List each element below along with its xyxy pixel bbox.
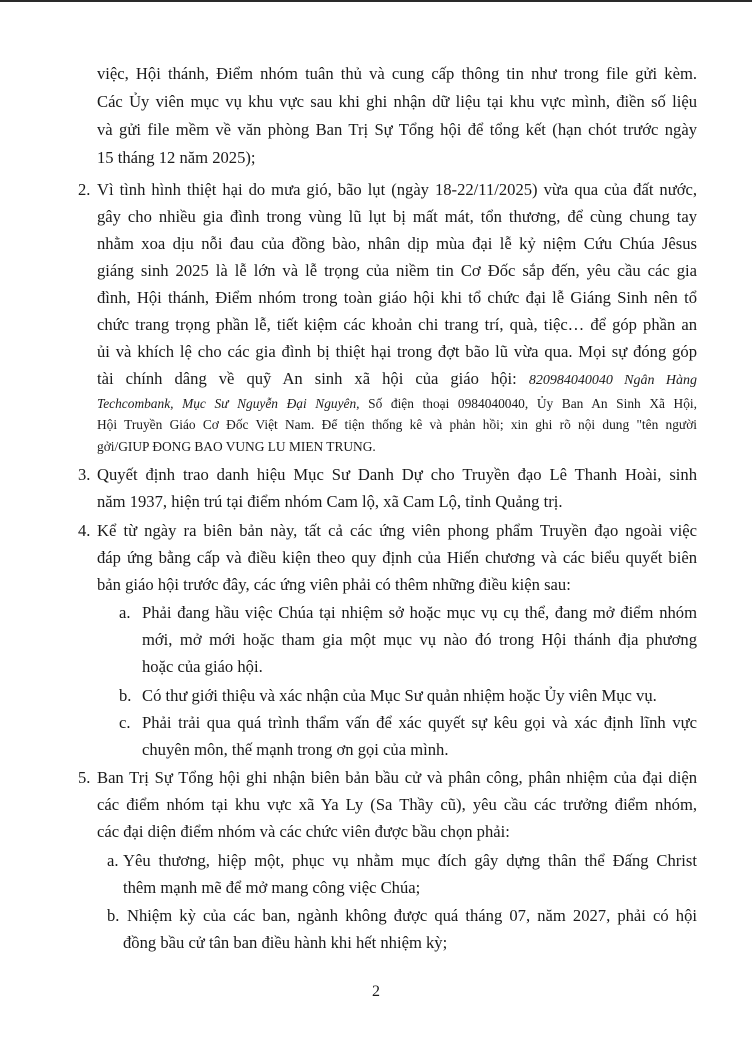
list-marker: 5.	[78, 768, 91, 787]
text-line: Yêu thương, hiệp một, phục vụ nhằm mục đích gây dựng thân thể Đấng Christ	[123, 851, 697, 870]
phone-committee: Số điện thoại 0984040040, Ủy Ban An Sinh Xã Hội,	[368, 396, 697, 411]
text-line: đồng bầu cử tân ban điều hành khi hết nhiệm kỳ;	[123, 933, 448, 952]
text-line: giáng sinh 2025 là lễ lớn và lễ trọng của niềm tin Cơ Đốc sắp đến, yêu cầu các gia	[97, 261, 697, 280]
text-line: Phải đang hầu việc Chúa tại nhiệm sở hoặc mục vụ cụ thể, đang mở điểm nhóm	[142, 603, 697, 622]
bank-line	[97, 395, 697, 413]
fund-line	[97, 369, 697, 389]
text-line: thêm mạnh mẽ để mở mang công việc Chúa;	[123, 878, 421, 897]
text-line: hoặc của giáo hội.	[142, 657, 263, 676]
subitem-marker: b.	[107, 906, 120, 925]
subitem-marker: c.	[119, 713, 131, 732]
text-line: các đại diện điểm nhóm và các chức viên được bầu chọn phải:	[97, 822, 510, 841]
page-number: 2	[372, 983, 380, 1000]
bank-account-number: 820984040040 Ngân Hàng	[528, 373, 697, 388]
text-line: nhằm xoa dịu nỗi đau của đồng bào, nhân dịp mùa đại lễ kỷ niệm Cứu Chúa Jêsus	[97, 234, 697, 253]
text-line: ủi và khích lệ cho các gia đình bị thiệt hại trong đợt bão lũ vừa qua. Mọi sự đóng góp	[97, 342, 697, 361]
text-line: Hội Truyền Giáo Cơ Đốc Việt Nam. Để tiện thống kê và phản hồi; xin ghi rõ nội dung "tên người	[97, 417, 697, 432]
text-line: gây cho nhiều gia đình trong vùng lũ lụt bị mất mát, tổn thương, để cùng chung tay	[97, 207, 697, 226]
text-line: đình, Hội thánh, Điểm nhóm trong toàn giáo hội khi tổ chức đại lễ Giáng Sinh nên tổ	[97, 288, 697, 307]
text-line: các điểm nhóm tại khu vực xã Ya Ly (Sa Thầy cũ), yêu cầu các trưởng điểm nhóm,	[97, 795, 697, 814]
text-line: Nhiệm kỳ của các ban, ngành không được quá tháng 07, năm 2027, phải có hội	[127, 906, 697, 925]
bank-account-holder: Techcombank, Mục Sư Nguyễn Đại Nguyên,	[97, 396, 360, 411]
list-marker: 4.	[78, 521, 91, 540]
text-line: gởi/GIUP ĐONG BAO VUNG LU MIEN TRUNG.	[97, 439, 376, 454]
text-line: chuyên môn, thế mạnh trong ơn gọi của mình.	[142, 740, 449, 759]
top-border	[0, 0, 752, 2]
text-line: Có thư giới thiệu và xác nhận của Mục Sư quản nhiệm hoặc Ủy viên Mục vụ.	[142, 686, 657, 705]
text-line: năm 1937, hiện trú tại điểm nhóm Cam lộ, xã Cam Lộ, tỉnh Quảng trị.	[97, 492, 563, 511]
subitem-marker: a.	[107, 851, 119, 870]
subitem-marker: b.	[119, 686, 132, 705]
list-marker: 3.	[78, 465, 91, 484]
text-line: Quyết định trao danh hiệu Mục Sư Danh Dự cho Truyền đạo Lê Thanh Hoài, sinh	[97, 465, 697, 484]
text-line: đáp ứng bằng cấp và điều kiện theo quy định của Hiến chương và các biểu quyết biên	[97, 548, 697, 567]
text-line: Kể từ ngày ra biên bản này, tất cả các ứng viên phong phẩm Truyền đạo ngoài việc	[97, 521, 697, 540]
text-line: mới, mở mới hoặc tham gia một mục vụ nào đó trong Hội thánh địa phương	[142, 630, 697, 649]
text-line: Vì tình hình thiệt hại do mưa gió, bão lụt (ngày 18-22/11/2025) vừa qua của đất nước,	[97, 180, 697, 199]
text-line: và gửi file mềm về văn phòng Ban Trị Sự Tổng hội để tổng kết (hạn chót trước ngày	[97, 120, 697, 139]
text-line: chức trang trọng phần lễ, tiết kiệm các khoản chi trang trí, quà, tiệc… để góp phần an	[97, 315, 697, 334]
fund-line-text: tài chính dâng về quỹ An sinh xã hội của giáo hội:	[97, 369, 517, 388]
text-line: bản giáo hội trước đây, các ứng viên phải có thêm những điều kiện sau:	[97, 575, 571, 594]
subitem-marker: a.	[119, 603, 131, 622]
text-line: việc, Hội thánh, Điểm nhóm tuân thủ và cung cấp thông tin như trong file gửi kèm.	[97, 64, 697, 83]
text-line: 15 tháng 12 năm 2025);	[97, 148, 256, 167]
text-line: Ban Trị Sự Tổng hội ghi nhận biên bản bầu cử và phân công, phân nhiệm của đại diện	[97, 768, 697, 787]
list-marker: 2.	[78, 180, 91, 199]
text-line: Các Ủy viên mục vụ khu vực sau khi ghi nhận dữ liệu tại khu vực mình, điền số liệu	[97, 92, 697, 111]
text-line: Phải trải qua quá trình thẩm vấn để xác quyết sự kêu gọi và xác định lĩnh vực	[142, 713, 697, 732]
